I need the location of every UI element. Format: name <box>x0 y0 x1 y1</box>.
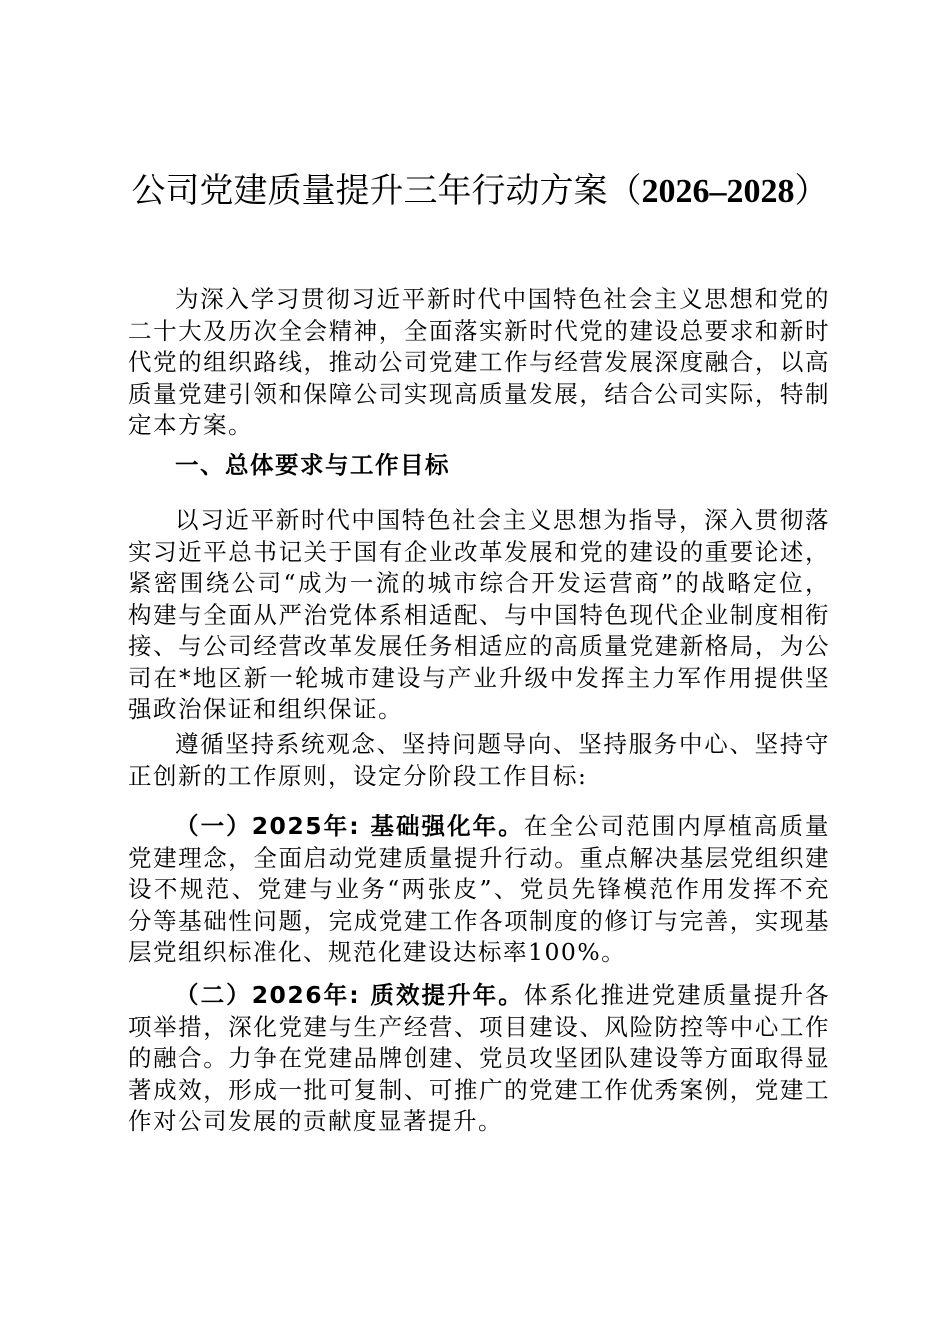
goal-2025-lead: （一）2025年: 基础强化年。 <box>175 812 524 840</box>
title-close: ） <box>794 171 829 211</box>
goal-2025-text: 在全公司范围内厚植高质量党建理念，全面启动党建质量提升行动。重点解决基层党组织建设不规范、党建与业务“两张皮”、党员先锋模范作用发挥不充分等基础性问题，完成党建工作各项制度的修订与完善，实现基层党组织标准化、规范化建设达标率100%。 <box>128 812 831 966</box>
goal-2026-lead: （二）2026年: 质效提升年。 <box>175 981 524 1009</box>
intro-paragraph: 为深入学习贯彻习近平新时代中国特色社会主义思想和党的二十大及历次全会精神，全面落实新时代党的建设总要求和新时代党的组织路线，推动公司党建工作与经营发展深度融合，以高质量党建引领和保障公司实现高质量发展，结合公司实际，特制定本方案。 <box>128 285 830 439</box>
goal-2025-paragraph <box>128 811 830 969</box>
title-year: 2026–2028 <box>641 173 795 210</box>
goal-2026-paragraph <box>128 980 830 1138</box>
title-main: 公司党建质量提升三年行动方案（ <box>131 171 642 211</box>
principles-paragraph: 遵循坚持系统观念、坚持问题导向、坚持服务中心、坚持守正创新的工作原则，设定分阶段工作目标: <box>128 730 830 790</box>
document-title <box>130 168 830 215</box>
guidance-paragraph: 以习近平新时代中国特色社会主义思想为指导，深入贯彻落实习近平总书记关于国有企业改革发展和党的建设的重要论述，紧密围绕公司“成为一流的城市综合开发运营商”的战略定位，构建与全面从严治党体系相适配、与中国特色现代企业制度相衔接、与公司经营改革发展任务相适应的高质量党建新格局，为公司在*地区新一轮城市建设与产业升级中发挥主力军作用提供坚强政治保证和组织保证。 <box>128 506 830 723</box>
section-heading: 一、总体要求与工作目标 <box>175 451 450 479</box>
goal-2026-text: 体系化推进党建质量提升各项举措，深化党建与生产经营、项目建设、风险防控等中心工作的融合。力争在党建品牌创建、党员攻坚团队建设等方面取得显著成效，形成一批可复制、可推广的党建工作优秀案例，党建工作对公司发展的贡献度显著提升。 <box>128 981 831 1135</box>
